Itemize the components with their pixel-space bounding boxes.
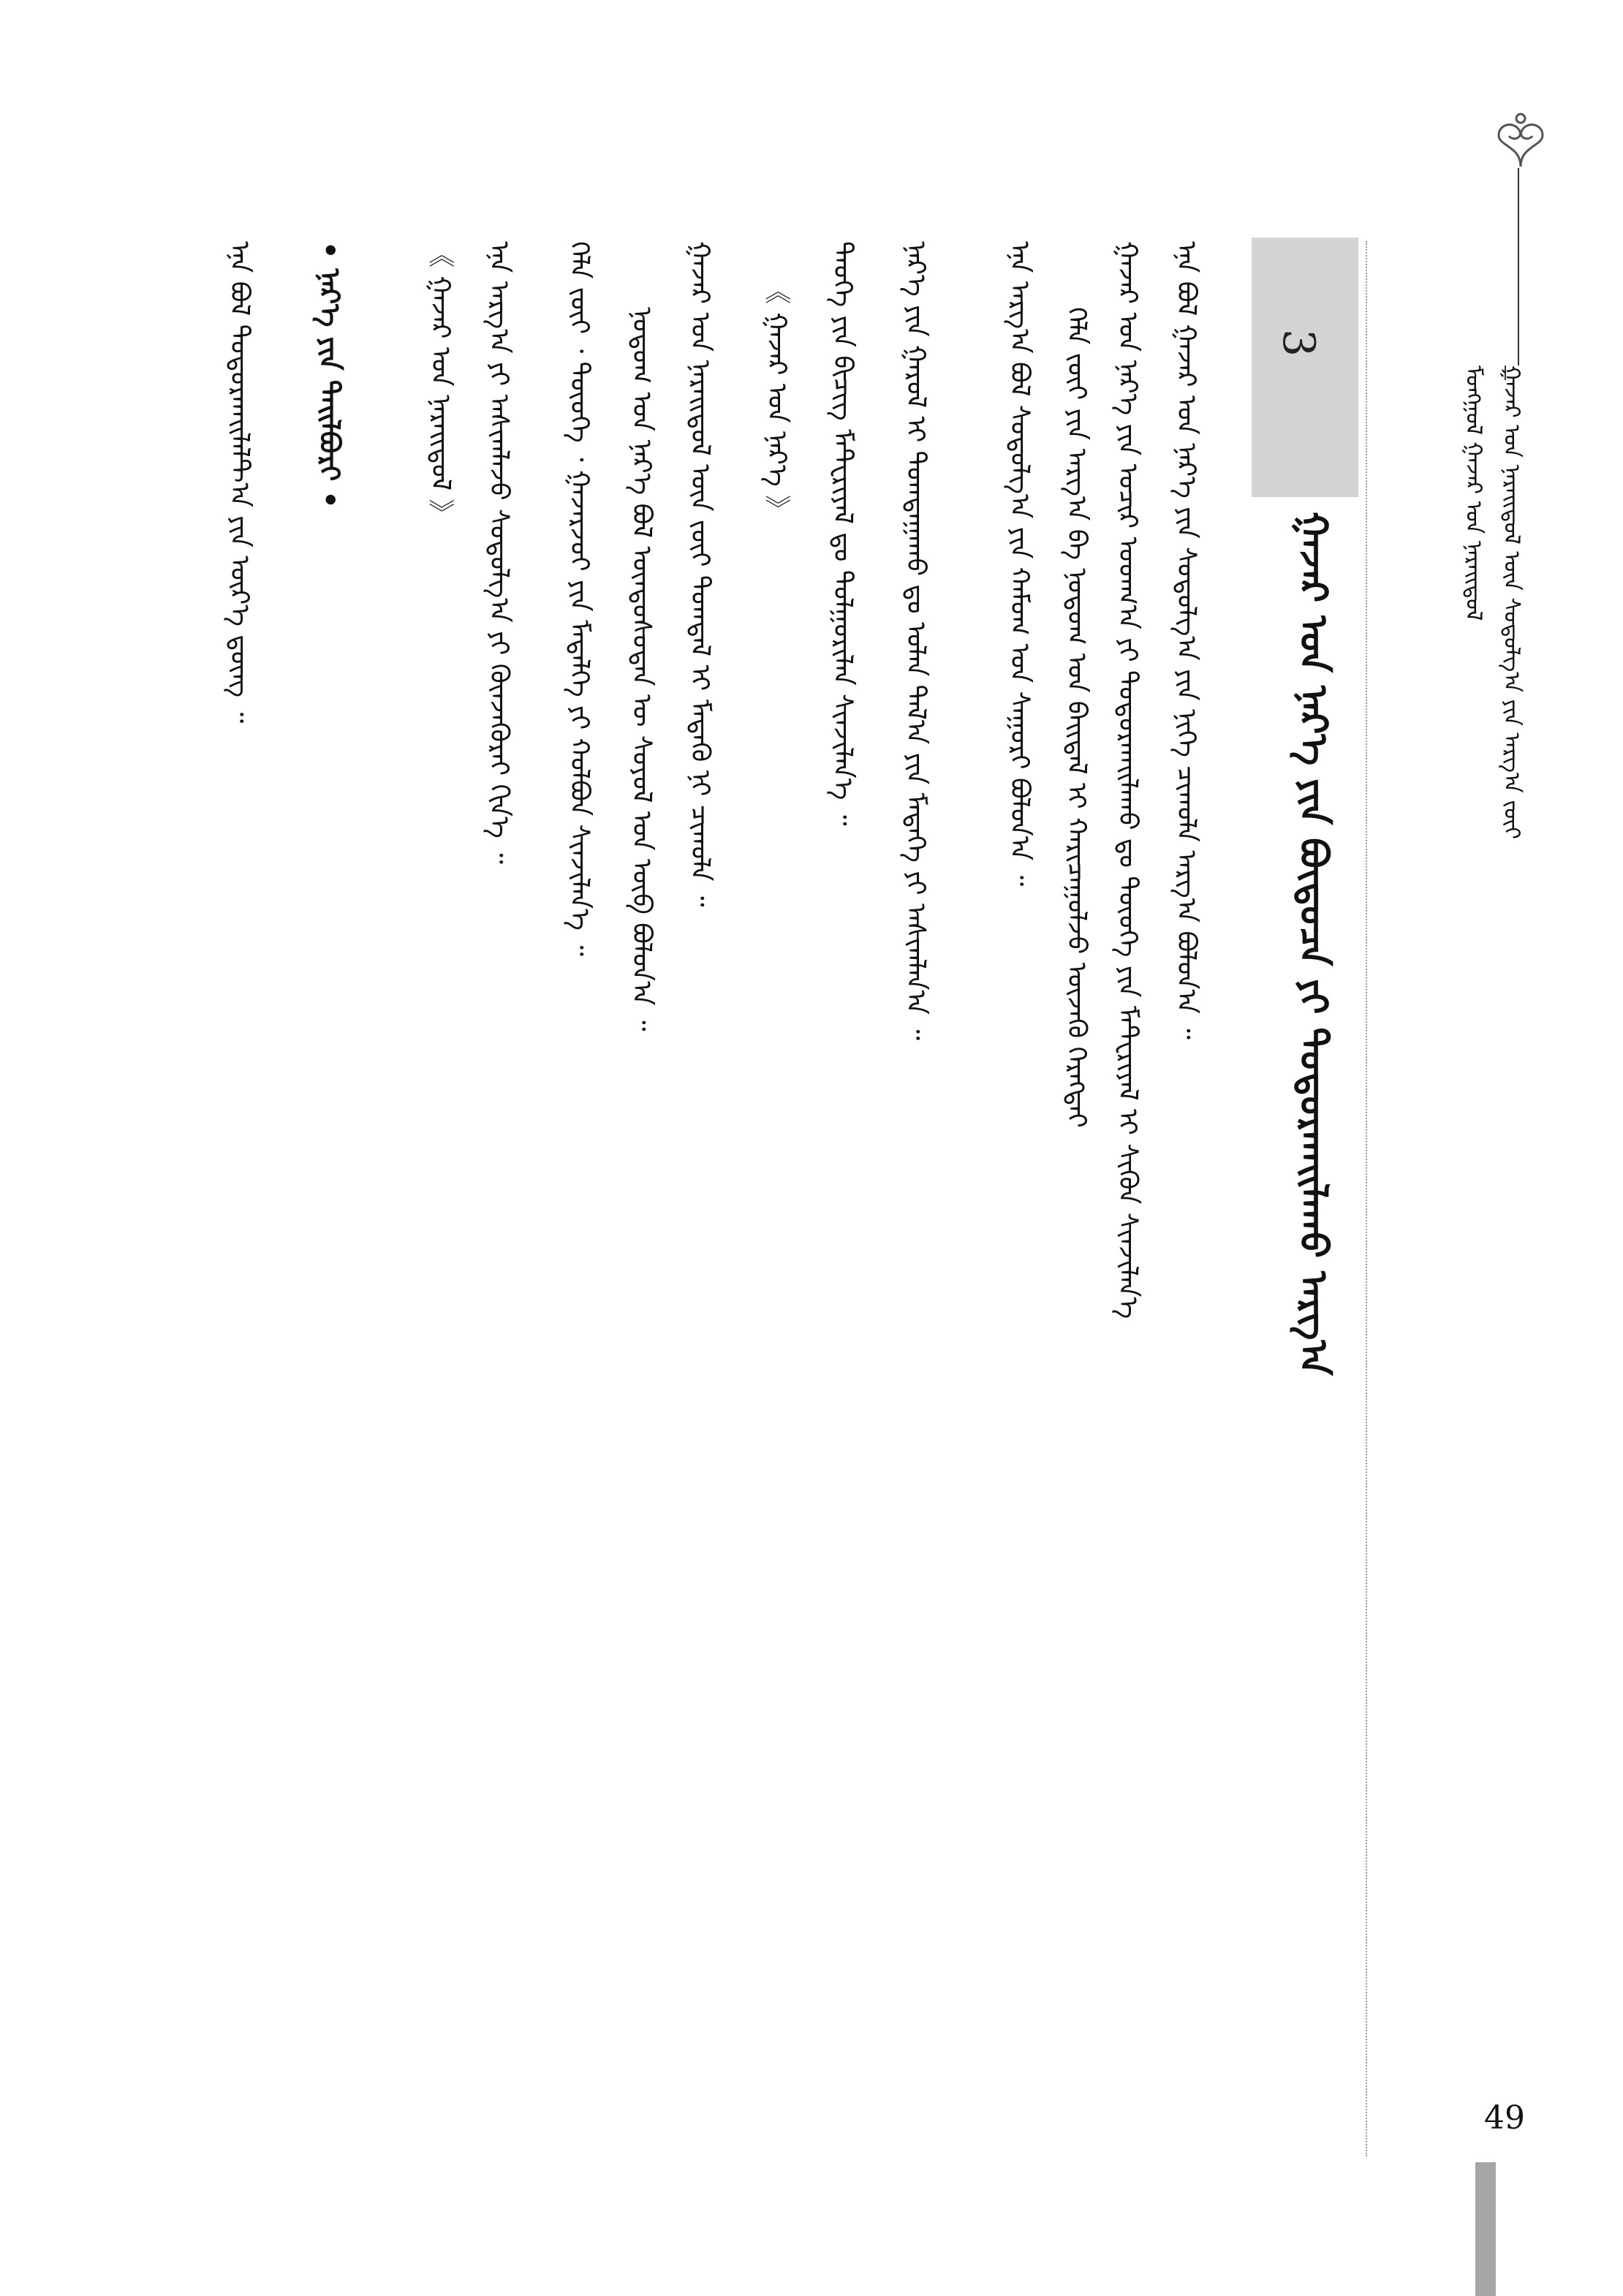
margin-tab bbox=[1475, 2162, 1496, 2296]
page-number: 49 bbox=[1484, 2099, 1525, 2137]
header-ornament bbox=[1477, 110, 1565, 168]
section-title: ᠭᠠᠵᠠᠷ ᠤᠨ ᠨᠡᠷ᠎ᠡ ᠶᠢᠨ ᠪᠦᠲᠦᠴᠡ ᠶᠢ ᠲᠣᠳᠣᠷᠬᠠᠢᠯᠠᠬᠤ ᠠᠷᠭ᠎ᠠ bbox=[1291, 512, 1336, 1376]
paragraph-line: ᠭᠠᠵᠠᠷ ᠤᠨ ᠨᠡᠷ᠎ᠡ ᠶᠢᠨ ᠤᠴᠢᠷ ᠤᠳᠬ᠎ᠠ ᠶᠢ ᠲᠣᠳᠣᠷᠬᠠᠢᠯᠠᠬᠤ ᠳᠤ ᠲᠦᠦᠬᠡ ᠶᠢᠨ ᠮᠠᠲ᠋ᠧᠷᠢᠶᠠᠯ ᠢ ᠰᠢᠭᠦᠨ ᠰᠢᠨᠵᠢᠯᠡᠨ᠎ᠡ bbox=[1113, 241, 1143, 1319]
running-header-line-2: ᠮᠣᠩᠭᠣᠯ ᠭᠠᠵᠠᠷ ᠤᠨ ᠨᠡᠷᠡᠢᠳᠦᠯ bbox=[1461, 365, 1486, 621]
paragraph-line: ᠨᠤᠲᠤᠭ ᠤᠨ ᠨᠡᠷ᠎ᠡ ᠪᠣᠯ ᠦᠨᠳᠦᠰᠦᠲᠡᠨ ᠦ ᠰᠣᠶᠣᠯ ᠤᠨ ᠥᠪ ᠪᠣᠯᠤᠨ᠎ᠠ ᠃ bbox=[627, 307, 657, 1031]
paragraph-line: ᠭᠠᠵᠠᠷ ᠤᠨ ᠨᠡᠷᠡᠢᠳᠦᠯ ᠦᠨ ᠵᠦᠢ ᠲᠣᠭᠲᠠᠯ ᠢ ᠮᠡᠳᠡᠬᠦ ᠨᠢ ᠴᠢᠬᠤᠯᠠ ᠃ bbox=[685, 241, 715, 907]
section-number: 3 bbox=[1273, 329, 1324, 357]
header-separator bbox=[1366, 241, 1367, 2156]
header-rule bbox=[1518, 168, 1519, 365]
paragraph-line: ᠨᠡᠷ᠎ᠡ ᠶᠢᠨ ᠭᠠᠷᠤᠯ ᠢ ᠲᠣᠭᠲᠠᠭᠠᠬᠤ ᠳᠤ ᠣᠯᠠᠨ ᠲᠠᠯ᠎ᠠ ᠶᠢᠨ ᠮᠡᠳᠡᠭᠡ ᠶᠢ ᠠᠰᠢᠭᠯᠠᠨ᠎ᠠ ᠃ bbox=[901, 241, 931, 1041]
closing-line: ᠡᠨᠡ ᠪᠣᠯ ᠲᠣᠳᠣᠷᠬᠠᠢᠯᠠᠯᠲ᠎ᠠ ᠶᠢᠨ ᠦᠷ᠎ᠡ ᠳ᠋ᠦᠩ ᠃ bbox=[224, 241, 254, 724]
section-number-box bbox=[1252, 238, 1358, 497]
citation-quote: 《 ᠭᠠᠵᠠᠷ ᠤᠨ ᠨᠡᠷᠡᠢᠳᠦᠯ 》 bbox=[425, 241, 455, 526]
paragraph-line: ᠬᠡᠯᠡ ᠵᠦᠢ ᠂ ᠲᠦᠦᠬᠡ ᠂ ᠭᠠᠵᠠᠷᠵᠦᠢ ᠶᠢᠨ ᠮᠡᠳᠡᠯᠭᠡ ᠶᠢ ᠬᠣᠯᠪᠣᠨ ᠰᠢᠨᠵᠢᠯᠡᠨ᠎ᠡ ᠃ bbox=[564, 241, 594, 957]
citation-quote: 《 ᠭᠠᠵᠠᠷ ᠤᠨ ᠨᠡᠷ᠎ᠡ 》 bbox=[762, 278, 792, 522]
subheading: • ᠨᠡᠷ᠎ᠡ ᠶᠢᠨ ᠲᠠᠢᠯᠪᠤᠷᠢ • bbox=[314, 241, 347, 509]
paragraph-line: ᠡᠨᠡ ᠪᠣᠯ ᠭᠠᠵᠠᠷ ᠤᠨ ᠨᠡᠷ᠎ᠡ ᠶᠢᠨ ᠰᠤᠳᠤᠯᠭ᠎ᠠ ᠶᠢᠨ ᠨᠢᠭᠡ ᠴᠢᠬᠤᠯᠠ ᠠᠷᠭ᠎ᠠ ᠪᠣᠯᠤᠨ᠎ᠠ ᠃ bbox=[1171, 241, 1201, 1039]
paragraph-line: ᠬᠡᠯᠡ ᠵᠦᠢ ᠶᠢᠨ ᠠᠷᠭ᠎ᠠ ᠪᠠ ᠨᠤᠲᠤᠭ ᠤᠨ ᠪᠠᠢᠳᠠᠯ ᠢ ᠬᠠᠷᠢᠴᠠᠭᠤᠯᠵᠤ ᠦᠵᠡᠬᠦ ᠬᠡᠷᠡᠭᠲᠡᠢ bbox=[1062, 307, 1092, 1128]
paragraph-line: ᠲᠡᠦᠬᠡ ᠶᠢᠨ ᠪᠢᠴᠢᠭ ᠮᠠᠲ᠋ᠧᠷᠢᠶᠠᠯ ᠳᠤ ᠲᠤᠯᠭᠤᠷᠢᠯᠠᠨ ᠰᠢᠨᠵᠢᠯᠡᠨ᠎ᠡ ᠃ bbox=[828, 241, 858, 826]
running-header-line-1: ᠭᠠᠵᠠᠷ ᠤᠨ ᠨᠡᠷᠡᠢᠳᠦᠯ ᠦᠨ ᠰᠤᠳᠤᠯᠭ᠎ᠠ ᠶᠢᠨ ᠠᠷᠭ᠎ᠠ ᠵᠦᠢ bbox=[1499, 365, 1524, 839]
paragraph-line: ᠡᠨᠡ ᠠᠷᠭ᠎ᠠ ᠶᠢ ᠠᠰᠢᠭᠯᠠᠵᠤ ᠰᠤᠳᠤᠯᠭ᠎ᠠ ᠶᠢ ᠭᠦᠨᠵᠡᠭᠦᠷᠡᠢ ᠬᠢᠨ᠎ᠡ ᠃ bbox=[484, 241, 514, 864]
paragraph-line: ᠡᠨᠡ ᠠᠷᠭ᠎ᠠ ᠪᠣᠯ ᠰᠤᠳᠤᠯᠭ᠎ᠠ ᠶᠢᠨ ᠬᠠᠮᠤᠭ ᠤᠨ ᠰᠠᠭᠤᠷᠢ ᠪᠣᠯᠤᠨ᠎ᠠ ᠃ bbox=[1005, 241, 1034, 887]
